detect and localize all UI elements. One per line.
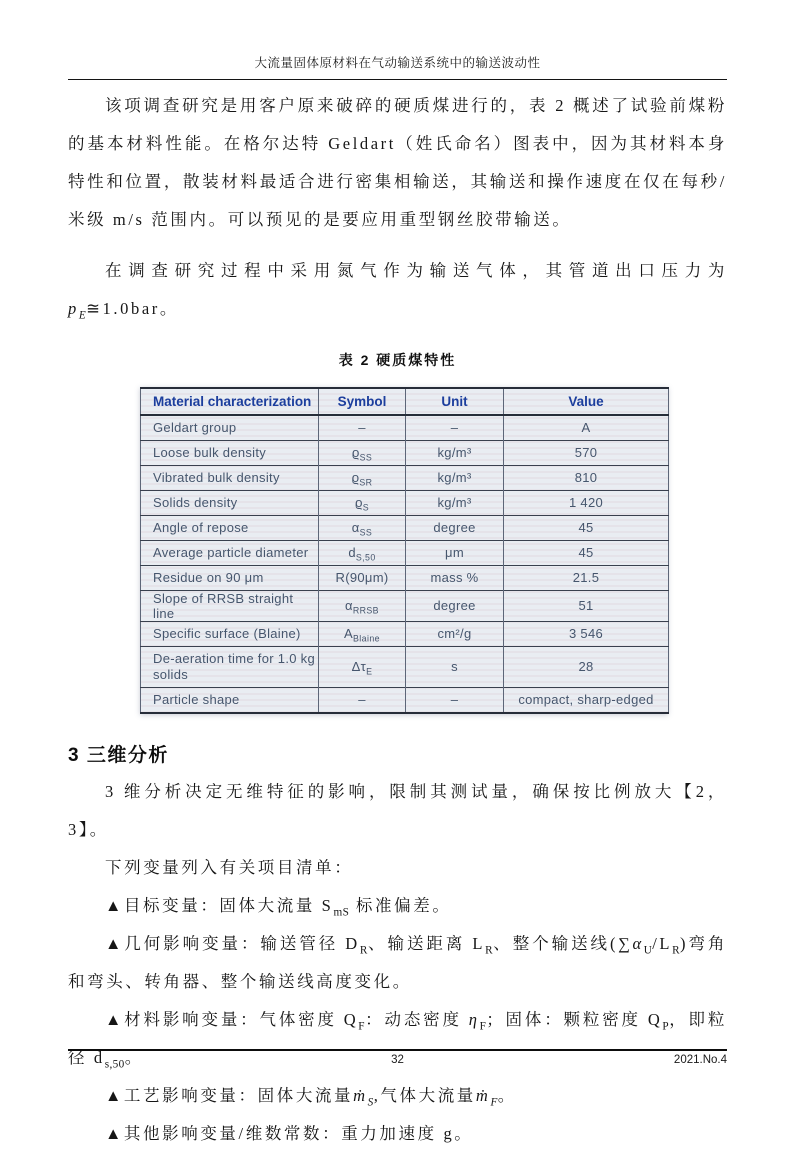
paragraph-3d-analysis: 3 维分析决定无维特征的影响，限制其测试量，确保按比例放大【2，3】。 [68, 781, 727, 839]
paragraph-intro: 该项调查研究是用客户原来破碎的硬质煤进行的，表 2 概述了试验前煤粉的基本材料性能。在格尔达特 Geldart（姓氏命名）图表中，因为其材料本身特性和位置，散装材料最适合进行密集相输送，其输送和操作速度在仅在每秒/米级 m/s 范围内。可以预见的是要应用重型钢丝胶带输送。 [68, 96, 727, 229]
cell-symbol: $\Delta\tau_E$ [319, 646, 406, 688]
cell-symbol: $\alpha_{RRSB}$ [319, 590, 406, 621]
section-heading: 3 三维分析 [68, 744, 169, 766]
paragraph-gas-pressure: 在调查研究过程中采用氮气作为输送气体，其管道出口压力为$p_E≅1.0bar$。 [68, 261, 727, 322]
table-row [141, 621, 669, 646]
table-header-row [141, 388, 669, 415]
cell-value: 51 [504, 590, 669, 621]
cell-value: 1 420 [504, 490, 669, 515]
cell-value: 21.5 [504, 565, 669, 590]
cell-material: Specific surface (Blaine) [141, 621, 319, 646]
running-header-title: 大流量固体原材料在气动输送系统中的输送波动性 [254, 56, 541, 70]
issue-number: 2021.No.4 [673, 1054, 727, 1066]
cell-value: 570 [504, 440, 669, 465]
cell-unit: kg/m³ [406, 440, 504, 465]
table-row [141, 540, 669, 565]
cell-unit: degree [406, 515, 504, 540]
table-row [141, 465, 669, 490]
cell-symbol: – [319, 415, 406, 440]
cell-unit: s [406, 646, 504, 688]
cell-material: Residue on 90 μm [141, 565, 319, 590]
cell-unit: μm [406, 540, 504, 565]
cell-value: A [504, 415, 669, 440]
header-rule [68, 79, 727, 80]
cell-material: Loose bulk density [141, 440, 319, 465]
table-row [141, 440, 669, 465]
cell-symbol: $A_{Blaine}$ [319, 621, 406, 646]
table-row [141, 590, 669, 621]
cell-value: compact, sharp-edged [504, 688, 669, 713]
cell-value: 3 546 [504, 621, 669, 646]
cell-material: Geldart group [153, 420, 237, 436]
cell-material: Slope of RRSB straight line [141, 590, 319, 621]
footer-rule [68, 1049, 727, 1051]
bullet-item-process-variables: ▲工艺影响变量：固体大流量ṁ$_S$,气体大流量ṁ$_F$。 [105, 1085, 517, 1108]
table-row [141, 415, 669, 440]
bullet-item-other-variables: ▲其他影响变量/维数常数：重力加速度 g。 [105, 1123, 474, 1143]
column-header-unit: Unit [406, 388, 504, 415]
cell-symbol: $d_{S,50}$ [319, 540, 406, 565]
table-row [141, 515, 669, 540]
cell-material: Angle of repose [141, 515, 319, 540]
bullet-item-target-variable: ▲目标变量：固体大流量 $S_{mS}$ 标准偏差。 [105, 895, 452, 918]
page-footer [68, 1049, 727, 1072]
table-row [141, 646, 669, 688]
cell-unit: – [406, 688, 504, 713]
cell-material: Particle shape [141, 688, 319, 713]
cell-unit: mass % [406, 565, 504, 590]
column-header-symbol: Symbol [319, 388, 406, 415]
bullet-item-geometry-variables: ▲几何影响变量：输送管径 $D_R$、输送距离 $L_R$、整个输送线$(\sum\alpha_U/L_R)$弯角和弯头、转角器、整个输送线高度变化。 [68, 933, 728, 991]
cell-unit: kg/m³ [406, 490, 504, 515]
bullet-item-material-variables: ▲材料影响变量：气体密度 $Q_F$：动态密度 $\eta_F$；固体：颗粒密度 $Q_P$，即粒径 $d_{s,50}$。 [68, 1009, 727, 1070]
cell-material: De-aeration time for 1.0 kg solids [141, 646, 319, 688]
cell-material: Solids density [141, 490, 319, 515]
table-row [141, 688, 669, 713]
table-caption: 表 2 硬质煤特性 [338, 352, 457, 368]
cell-material: Vibrated bulk density [141, 465, 319, 490]
cell-symbol: $ϱ_{SR}$ [319, 465, 406, 490]
cell-value: 810 [504, 465, 669, 490]
cell-unit: cm²/g [406, 621, 504, 646]
paragraph-list-intro: 下列变量列入有关项目清单： [105, 857, 354, 877]
cell-unit: degree [406, 590, 504, 621]
coal-properties-table-scan [140, 387, 668, 714]
column-header-value: Value [504, 388, 669, 415]
table-row [141, 565, 669, 590]
cell-symbol: $ϱ_{SS}$ [319, 440, 406, 465]
cell-symbol: – [319, 688, 406, 713]
cell-value: 45 [504, 540, 669, 565]
cell-symbol: R(90μm) [319, 565, 406, 590]
page-number: 32 [391, 1054, 404, 1066]
coal-properties-table [140, 387, 669, 714]
cell-value: 28 [504, 646, 669, 688]
cell-value: 45 [504, 515, 669, 540]
table-row [141, 490, 669, 515]
cell-symbol: $\alpha_{SS}$ [319, 515, 406, 540]
column-header-material: Material characterization [141, 388, 319, 415]
cell-unit: kg/m³ [406, 465, 504, 490]
cell-symbol: $ϱ_S$ [319, 490, 406, 515]
cell-unit: – [406, 415, 504, 440]
cell-material: Average particle diameter [141, 540, 319, 565]
